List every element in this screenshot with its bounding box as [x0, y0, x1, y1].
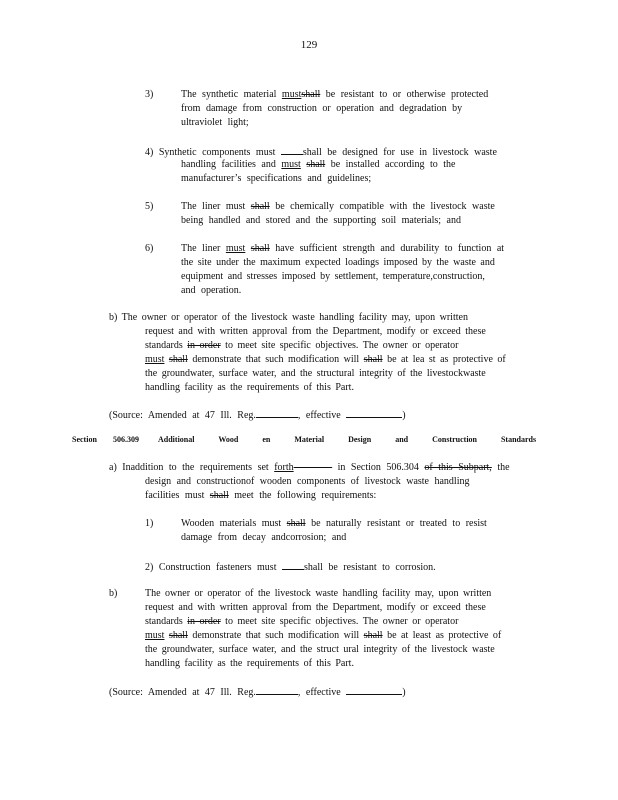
para-b1-line-1: b) The owner or operator of the livestock waste handling facility may, upon written	[109, 312, 468, 323]
wood-item-1-line-2: damage from decay andcorrosion; and	[181, 532, 347, 543]
item-3-line-1: The synthetic material mustshall be resistant to or otherwise protected	[181, 89, 489, 100]
blank-line	[281, 144, 303, 155]
para-b2-line-3: standards in order to meet site specific objectives. The owner or operator	[145, 616, 459, 627]
item-4-line-3: manufacturer’s specifications and guidelines;	[181, 173, 372, 184]
item-6-line-2: the site under the maximum expected loadings imposed by the waste and	[181, 257, 495, 268]
para-b1-line-5: the groundwater, surface water, and the structural integrity of the livestockwaste	[145, 368, 486, 379]
item-3-label: 3)	[145, 89, 154, 100]
blank-line	[346, 684, 402, 695]
para-b1-line-6: handling facility as the requirements of this Part.	[145, 382, 354, 393]
item-5-line-2: being handled and stored and the supporting soil materials; and	[181, 215, 461, 226]
section-heading-word: Section	[72, 435, 97, 444]
item-3-line-2: from damage from construction or operation and degradation by	[181, 103, 463, 114]
source-note-2: (Source: Amended at 47 Ill. Reg. , effective )	[109, 684, 406, 700]
para-a-line-2: design and constructionof wooden components of livestock waste handling	[145, 476, 470, 487]
item-5-label: 5)	[145, 201, 154, 212]
wood-item-1-label: 1)	[145, 518, 154, 529]
wood-item-2: 2) Construction fasteners must shall be resistant to corrosion.	[145, 559, 436, 575]
item-4-line-1: 4) Synthetic components must shall be designed for use in livestock waste	[145, 144, 497, 160]
para-b2-line-6: handling facility as the requirements of this Part.	[145, 658, 354, 669]
item-6-line-3: equipment and stresses imposed by settlement, temperature,construction,	[181, 271, 485, 282]
para-b2-line-4: must shall demonstrate that such modification will shall be at least as protective of	[145, 630, 502, 641]
wood-item-1-line-1: Wooden materials must shall be naturally resistant or treated to resist	[181, 518, 487, 529]
item-6-line-1: The liner must shall have sufficient strength and durability to function at	[181, 243, 505, 254]
item-4-line-2: handling facilities and must shall be installed according to the	[181, 159, 456, 170]
para-a-line-3: facilities must shall meet the following requirements:	[145, 490, 377, 501]
blank-line	[346, 407, 402, 418]
para-a-line-1: a) Inaddition to the requirements set forth in Section 506.304 of this Subpart, the	[109, 462, 510, 473]
para-b2-line-1: The owner or operator of the livestock waste handling facility may, upon written	[145, 588, 492, 599]
item-3-line-3: ultraviolet light;	[181, 117, 249, 128]
blank-line	[256, 407, 298, 418]
para-b2-line-2: request and with written approval from the Department, modify or exceed these	[145, 602, 486, 613]
item-6-label: 6)	[145, 243, 154, 254]
page-number: 129	[300, 39, 318, 51]
blank-line	[256, 684, 298, 695]
section-heading-number: 506.309	[113, 435, 139, 444]
para-b1-line-3: standards in order to meet site specific objectives. The owner or operator	[145, 340, 459, 351]
para-b1-line-4: must shall demonstrate that such modification will shall be at lea st as protective of	[145, 354, 506, 365]
item-5-line-1: The liner must shall be chemically compatible with the livestock waste	[181, 201, 495, 212]
source-note-1: (Source: Amended at 47 Ill. Reg. , effective )	[109, 407, 406, 423]
section-heading-title: Additional Wood en Material Design and Construction Standards	[158, 435, 537, 444]
para-b2-label: b)	[109, 588, 118, 599]
para-b1-line-2: request and with written approval from the Department, modify or exceed these	[145, 326, 486, 337]
para-b2-line-5: the groundwater, surface water, and the struct ural integrity of the livestock waste	[145, 644, 495, 655]
blank-line	[282, 559, 304, 570]
item-6-line-4: and operation.	[181, 285, 242, 296]
